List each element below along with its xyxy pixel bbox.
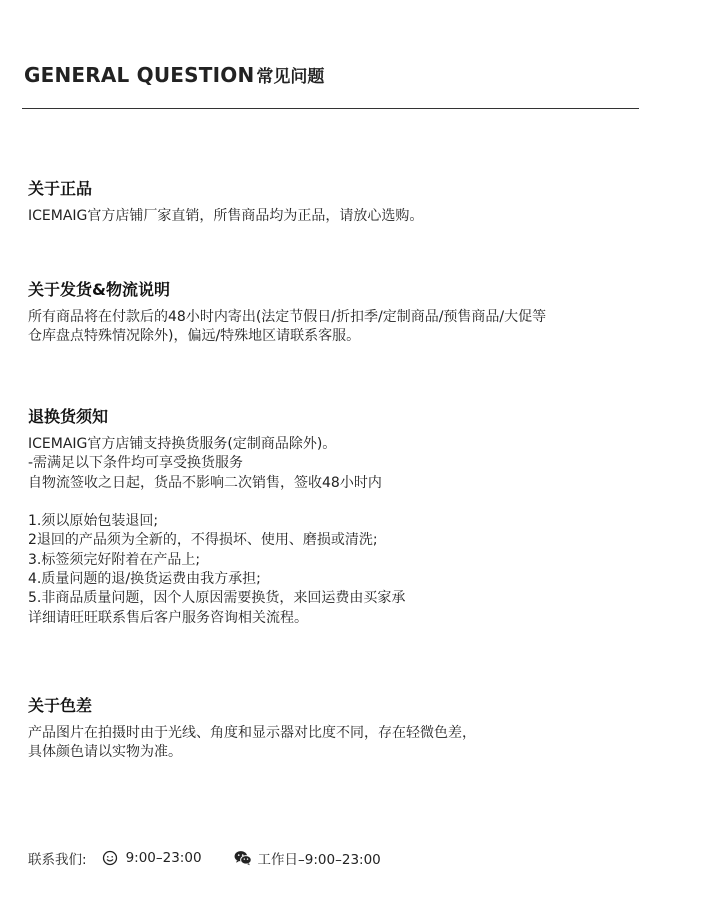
section-body [28,207,668,226]
section-shipping [28,280,668,347]
section-heading: 关于正品 [28,179,93,198]
section-line: ICEMAIG官方店铺支持换货服务(定制商品除外)。 [28,436,337,452]
section-line: 产品图片在拍摄时由于光线、角度和显示器对比度不同，存在轻微色差， [28,725,476,741]
section-line [28,493,668,512]
section-body [28,724,668,763]
contact-footer [28,848,381,868]
customer-service-icon[interactable] [101,849,119,867]
section-body [28,308,668,347]
section-body [28,435,668,628]
section-line: 5.非商品质量问题，因个人原因需要换货，来回运费由买家承 [28,590,406,607]
section-line: 具体颜色请以实物为准。 [28,744,182,761]
section-line: 3.标签须完好附着在产品上; [28,551,201,568]
section-authenticity [28,179,668,226]
section-line: 4.质量问题的退/换货运费由我方承担; [28,571,261,588]
section-line: 2退回的产品须为全新的，不得损坏、使用、磨损或清洗; [28,532,378,549]
section-heading: 关于发货&物流说明 [28,280,170,299]
section-line: ICEMAIG官方店铺厂家直销，所售商品均为正品，请放心选购。 [28,208,424,224]
section-line: -需满足以下条件均可享受换货服务 [28,455,244,472]
section-heading: 关于色差 [28,696,93,715]
section-line: 仓库盘点特殊情况除外)，偏远/特殊地区请联系客服。 [28,328,361,345]
page-title-cn: 常见问题 [256,67,325,87]
page-title-en: GENERAL QUESTION [24,63,255,87]
section-returns [28,407,668,628]
section-heading: 退换货须知 [28,407,109,426]
section-line: 1.须以原始包装退回; [28,513,159,530]
section-line: 所有商品将在付款后的48小时内寄出(法定节假日/折扣季/定制商品/预售商品/大促等 [28,309,547,325]
contact-label: 联系我们: [28,852,87,868]
section-line: 自物流签收之日起，货品不影响二次销售，签收48小时内 [28,474,382,491]
workday-hours: 工作日–9:00–23:00 [257,852,381,868]
section-color-difference [28,696,668,763]
service-hours: 9:00–23:00 [125,850,202,866]
wechat-icon[interactable] [234,849,252,867]
page-header [24,62,324,86]
section-line: 详细请旺旺联系售后客户服务咨询相关流程。 [28,609,308,626]
header-divider [22,108,639,109]
